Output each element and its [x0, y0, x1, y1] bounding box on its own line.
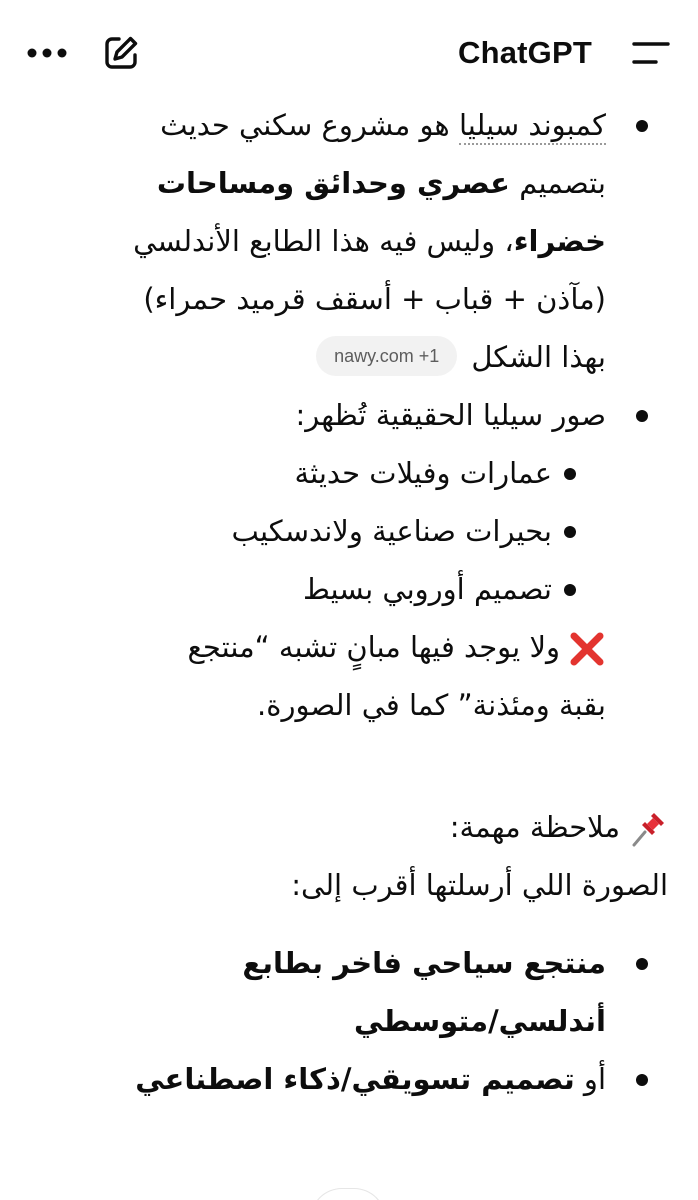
bold-text: خضراء — [513, 224, 606, 258]
list-item-continued — [0, 212, 698, 270]
list-item-continued — [0, 270, 698, 328]
text: الصورة اللي أرسلتها أقرب إلى: — [291, 868, 668, 902]
new-chat-button[interactable] — [96, 28, 146, 78]
more-options-button[interactable] — [22, 28, 72, 78]
spacer — [0, 914, 698, 934]
bullet — [564, 526, 576, 538]
note-heading — [0, 798, 698, 856]
bold-text: عصري وحدائق ومساحات — [156, 166, 510, 200]
text: صور سيليا الحقيقية تُظهر: — [295, 398, 606, 432]
bold-text: تصميم تسويقي/ذكاء اصطناعي — [135, 1062, 575, 1096]
bullet — [636, 410, 648, 422]
list-item — [0, 1050, 698, 1108]
bullet — [564, 468, 576, 480]
text: ، وليس فيه هذا الطابع الأندلسي — [133, 224, 514, 258]
text: بتصميم — [509, 166, 606, 200]
list-item-continued — [0, 618, 698, 676]
bullet — [636, 120, 648, 132]
text: بهذا الشكل — [471, 340, 606, 374]
text: (مآذن + قباب + أسقف قرميد حمراء) — [143, 282, 606, 316]
paragraph — [0, 856, 698, 914]
list-item-continued — [0, 328, 698, 386]
list-item — [0, 386, 698, 444]
more-horizontal-icon — [26, 47, 68, 59]
compound-link[interactable]: كمبوند سيليا — [459, 108, 606, 145]
nested-list-item — [0, 444, 698, 502]
cross-mark-icon — [568, 630, 606, 668]
app-title: ChatGPT — [457, 35, 592, 70]
bullet — [636, 1074, 648, 1086]
text: بقبة ومئذنة” كما في الصورة. — [257, 688, 606, 722]
text: هو مشروع سكني حديث — [160, 108, 459, 142]
list-item-continued — [0, 154, 698, 212]
nested-list-item — [0, 560, 698, 618]
top-bar — [0, 0, 698, 100]
text: ولا يوجد فيها مبانٍ تشبه “منتجع — [187, 630, 560, 664]
menu-icon — [631, 40, 671, 66]
bullet — [564, 584, 576, 596]
text: تصميم أوروبي بسيط — [302, 572, 552, 606]
edit-icon — [102, 34, 140, 72]
assistant-message — [0, 96, 698, 1108]
text: عمارات وفيلات حديثة — [294, 456, 552, 490]
text: ملاحظة مهمة: — [449, 810, 620, 844]
nested-list-item — [0, 502, 698, 560]
spacer — [0, 734, 698, 798]
menu-button[interactable] — [626, 28, 676, 78]
bold-text: أندلسي/متوسطي — [354, 1004, 606, 1038]
list-item-continued — [0, 992, 698, 1050]
text: بحيرات صناعية ولاندسكيب — [231, 514, 552, 548]
bold-text: منتجع سياحي فاخر بطابع — [242, 946, 606, 980]
list-item — [0, 96, 698, 154]
scroll-to-bottom-button[interactable] — [310, 1188, 386, 1200]
bullet — [636, 958, 648, 970]
pushpin-icon — [628, 809, 668, 849]
list-item-continued — [0, 676, 698, 734]
text: أو — [574, 1062, 606, 1096]
list-item — [0, 934, 698, 992]
source-chip[interactable]: nawy.com +1 — [316, 336, 457, 376]
